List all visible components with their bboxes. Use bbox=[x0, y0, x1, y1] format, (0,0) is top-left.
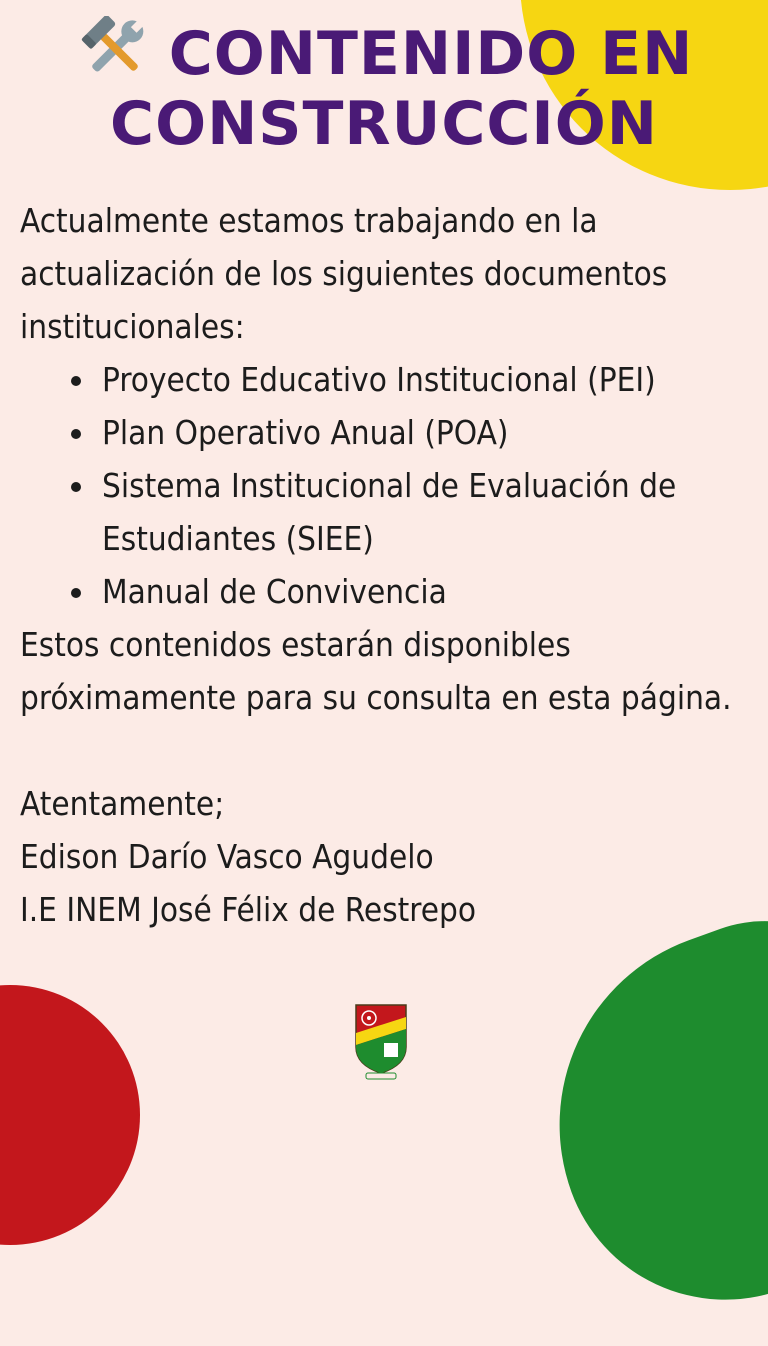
list-item: • Plan Operativo Anual (POA) bbox=[98, 406, 755, 459]
signature-name: Edison Darío Vasco Agudelo bbox=[20, 837, 434, 876]
title-line-1 bbox=[0, 16, 768, 89]
intro-paragraph: Actualmente estamos trabajando en la actualización de los siguientes documentos institucionales: bbox=[20, 201, 668, 346]
spacer bbox=[20, 724, 755, 777]
closing-paragraph: Estos contenidos estarán disponibles próximamente para su consulta en esta página. bbox=[20, 625, 732, 717]
title-line-2: CONSTRUCCIÓN bbox=[110, 89, 658, 159]
green-decoration-blob bbox=[504, 884, 768, 1345]
list-item: • Sistema Institucional de Evaluación de Estudiantes (SIEE) bbox=[98, 459, 755, 565]
documents-list bbox=[20, 353, 755, 618]
page-title bbox=[0, 16, 768, 159]
title-text-line1: CONTENIDO EN bbox=[168, 19, 694, 89]
signature-salutation: Atentamente; bbox=[20, 784, 225, 823]
school-shield-logo bbox=[352, 1003, 410, 1081]
hammer-wrench-icon bbox=[75, 16, 155, 80]
red-decoration-blob bbox=[0, 985, 140, 1245]
list-item: • Manual de Convivencia bbox=[98, 565, 755, 618]
signature-institution: I.E INEM José Félix de Restrepo bbox=[20, 890, 477, 929]
list-item: • Proyecto Educativo Institucional (PEI) bbox=[98, 353, 755, 406]
notice-body bbox=[20, 194, 755, 936]
